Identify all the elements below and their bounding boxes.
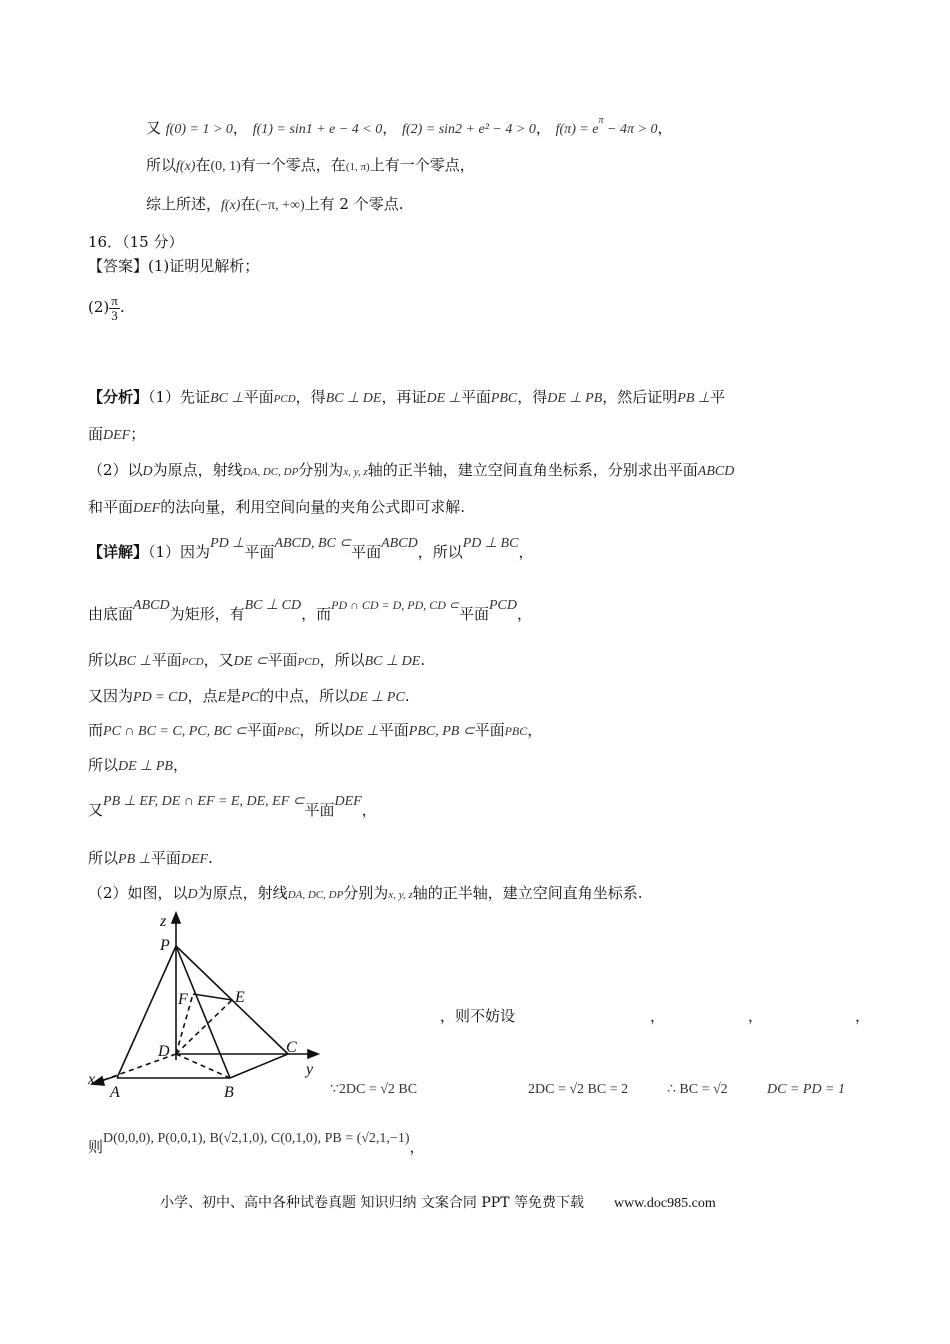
coordinate-line: 则D(0,0,0), P(0,0,1), B(√2,1,0), C(0,1,0), PB = (√2,1,−1)，: [88, 1131, 425, 1156]
detail-line: 所以DE ⊥ PB，: [88, 756, 188, 774]
label-E: E: [235, 989, 245, 1006]
label-z: z: [160, 913, 167, 930]
analysis-line: （2）以D为原点，射线DA, DC, DP分别为x, y, z轴的正半轴，建立空间直角坐标系，分别求出平面ABCD: [88, 461, 735, 479]
detail-line: 又PB ⊥ EF, DE ∩ EF = E, DE, EF ⊂平面DEF，: [88, 794, 377, 819]
detail-line: 由底面ABCD为矩形，有BC ⊥ CD，而$^{PD \cap CD = D, PD, CD \subset}$平面PCD，: [88, 598, 533, 623]
label-x: x: [88, 1071, 96, 1088]
detail-line: 而PC ∩ BC = C, PC, BC ⊂平面PBC，所以DE ⊥平面PBC, PB ⊂平面PBC，: [88, 721, 543, 739]
math-expr: ∵2DC = √2 BC: [330, 1082, 418, 1097]
y-arrow: [308, 1050, 318, 1058]
z-arrow: [172, 913, 180, 923]
math-expr: f(2) = sin2 + e² − 4 > 0: [402, 122, 536, 137]
detail-line: 又因为PD = CD，点E是PC的中点，所以DE ⊥ PC.: [88, 687, 410, 705]
fraction: $\frac{\pi}{3}$: [111, 292, 118, 323]
edge-BC: [230, 1054, 288, 1078]
text-line: 综上所述，f(x)在(−π, +∞)上有 2 个零点.: [146, 195, 404, 213]
answer-line: (2) $\frac{\pi}{3}$ .: [88, 292, 125, 323]
pyramid-figure: [80, 910, 330, 1105]
analysis-line: 【分析】（1）先证BC ⊥平面PCD，得BC ⊥ DE，再证DE ⊥平面PBC，得DE ⊥ PB，然后证明PB ⊥平: [88, 388, 726, 406]
page-footer: [160, 1192, 716, 1212]
label-y: y: [306, 1061, 314, 1078]
detail-line: 所以BC ⊥平面PCD，又DE ⊂平面PCD，所以BC ⊥ DE.: [88, 651, 426, 669]
math-expr: f(1) = sin1 + e − 4 < 0: [252, 122, 383, 137]
math-expr: f(π) = e: [555, 122, 599, 137]
figure-side-text: ，则不妨设: [440, 1007, 516, 1025]
label-D: D: [158, 1043, 170, 1060]
label-F: F: [178, 991, 188, 1008]
detail-line: 【详解】（1）因为PD ⊥平面ABCD, BC ⊂平面ABCD，所以PD ⊥ BC，: [88, 536, 534, 561]
math-expr: ∴ BC = √2: [667, 1082, 728, 1097]
text-line: 又 f(0) = 1 > 0， f(1) = sin1 + e − 4 < 0， f(2) = sin2 + e² − 4 > 0， $f(\pi) = e^\pi - 4\pi > 0$，: [146, 115, 673, 137]
math-expr: DC = PD = 1: [767, 1082, 846, 1097]
analysis-line: 和平面DEF的法向量，利用空间向量的夹角公式即可求解.: [88, 498, 466, 516]
detail-line: （2）如图，以D为原点，射线DA, DC, DP分别为x, y, z轴的正半轴，建立空间直角坐标系.: [88, 884, 643, 902]
label-A: A: [110, 1084, 120, 1101]
label-C: C: [286, 1039, 297, 1056]
footer-text: 小学、初中、高中各种试卷真题 知识归纳 文案合同 PPT 等免费下载: [160, 1195, 584, 1211]
label-B: B: [224, 1084, 234, 1101]
math-expr: 2DC = √2 BC = 2: [528, 1082, 629, 1097]
text-line: 所以f(x)在(0, 1)有一个零点，在(1, π)上有一个零点，: [146, 156, 475, 174]
label-P: P: [160, 937, 170, 954]
footer-url[interactable]: www.doc985.com: [613, 1196, 716, 1211]
math-expr: f(0) = 1 > 0: [165, 122, 233, 137]
question-number: 16．（15 分）: [88, 233, 184, 251]
answer-line: 【答案】(1)证明见解析；: [88, 257, 260, 275]
detail-line: 所以PB ⊥平面DEF.: [88, 849, 213, 867]
analysis-line: 面DEF；: [88, 425, 146, 443]
